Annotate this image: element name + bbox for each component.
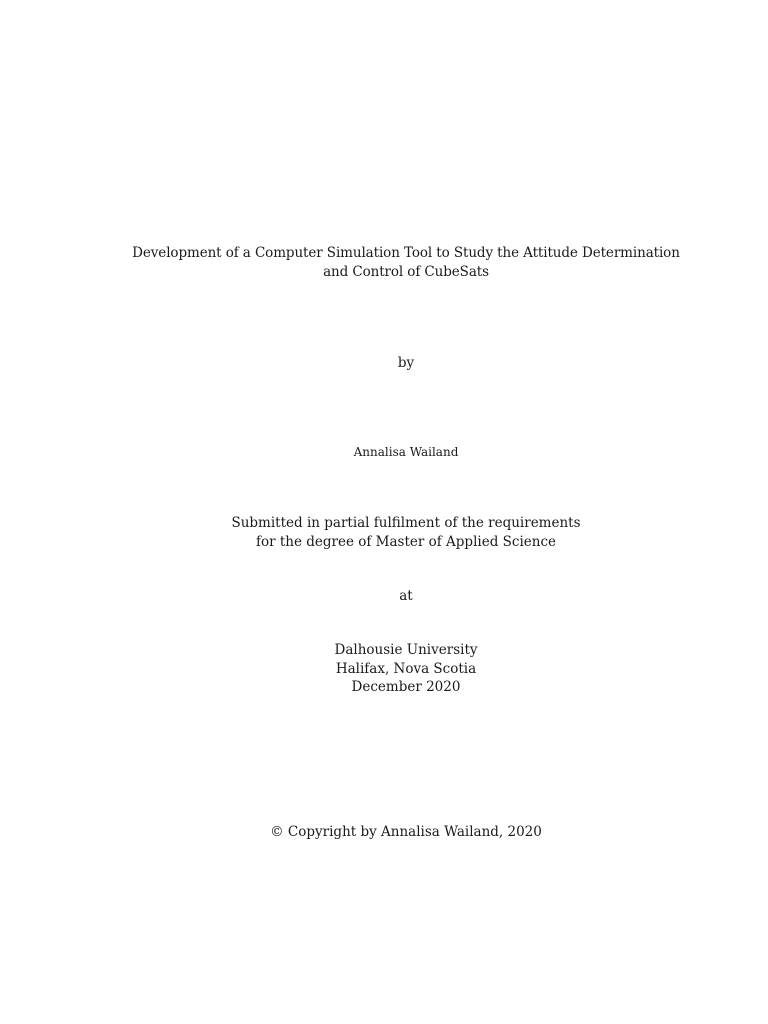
university-location: Halifax, Nova Scotia [335, 660, 477, 677]
thesis-title [0, 244, 768, 282]
at-text: at [399, 588, 413, 604]
copyright-notice [0, 823, 768, 842]
submission-line-1: Submitted in partial fulfilment of the requirements [231, 515, 581, 531]
thesis-title-line-1: Development of a Computer Simulation Tool to Study the Attitude Determination [132, 245, 680, 261]
institution-block [0, 641, 768, 697]
copyright-text: © Copyright by Annalisa Wailand, 2020 [270, 824, 542, 840]
author-text: Annalisa Wailand [353, 445, 459, 459]
author-name [0, 444, 768, 460]
by-label [0, 354, 768, 373]
submission-date: December 2020 [351, 679, 461, 695]
submission-statement [0, 514, 768, 551]
university-name: Dalhousie University [334, 642, 478, 658]
thesis-title-line-2: and Control of CubeSats [323, 264, 489, 280]
by-text: by [397, 355, 415, 371]
at-label [0, 587, 768, 606]
submission-line-2: for the degree of Master of Applied Science [255, 533, 556, 550]
